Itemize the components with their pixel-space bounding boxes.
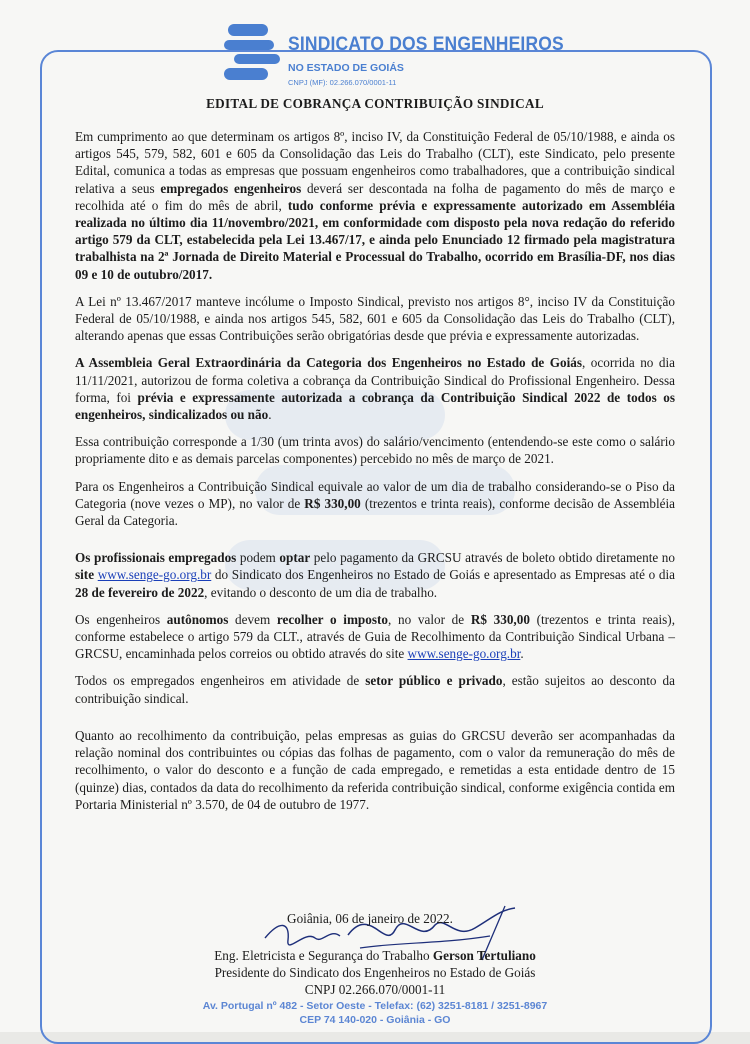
signature-block: [0, 910, 750, 998]
footer-cep: CEP 74 140-020 - Goiânia - GO: [299, 1014, 451, 1026]
signer-name: Gerson Tertuliano: [432, 948, 536, 963]
paragraph-4: Essa contribuição corresponde a 1/30 (um trinta avos) do salário/vencimento (entendendo-se este como o salário propriamente dito e as demais parcelas componentes) percebido no mês de março de 2021.: [75, 434, 675, 467]
paragraph-6: Os profissionais empregados podem optar pelo pagamento da GRCSU através de boleto obtido diretamente no site www.senge-go.org.br do Sindicato dos Engenheiros no Estado de Goiás e apresentado as Empresas até o dia 28 de fevereiro de 2022, evitando o desconto de um dia de trabalho.: [75, 550, 675, 600]
letterhead: [222, 22, 564, 92]
footer-address: Av. Portugal nº 482 - Setor Oeste - Telefax: (62) 3251-8181 / 3251-8967: [202, 1000, 548, 1012]
paragraph-9: Quanto ao recolhimento da contribuição, pelas empresas as guias do GRCSU deverão ser acompanhadas da relação nominal dos contribuintes ou cópias das folhas de pagamento, com o valor da remuneração do mês de recolhimento, o valor do desconto e a função de cada empregado, e remetidas a esta entidade dentro de 15 (quinze) dias, contados da data do recolhimento da referida contribuição sindical, conforme exigência contida em Portaria Ministerial nº 3.570, de 04 de outubro de 1977.: [75, 727, 675, 812]
paragraph-7: Os engenheiros autônomos devem recolher o imposto, no valor de R$ 330,00 (trezentos e trinta reais), conforme estabelece o artigo 579 da CLT., através de Guia de Recolhimento da Contribuição Sindical Urbana – GRCSU, encaminhada pelos correios ou obtido através do site www.senge-go.org.br.: [75, 611, 675, 662]
paragraph-3: A Assembleia Geral Extraordinária da Categoria dos Engenheiros no Estado de Goiás, ocorrida no dia 11/11/2021, autorizou de forma coletiva a cobrança da Contribuição Sindical do Profissional Engenheiro. Dessa forma, foi prévia e expressamente autorizada a cobrança da Contribuição Sindical 2022 de todos os engenheiros, sindicalizados ou não.: [75, 355, 675, 423]
paragraph-1: Em cumprimento ao que determinam os artigos 8º, inciso IV, da Constituição Federal de 05/10/1988, e ainda os artigos 545, 579, 582, 601 e 605 da Consolidação das Leis do Trabalho (CLT), este Sindicato, pelo presente Edital, comunica a todas as empresas que possuam engenheiros como trabalhadores, que a contribuição sindical relativa a seus empregados engenheiros deverá ser descontada na folha de pagamento do mês de março e recolhida até o fim do mês de abril, tudo conforme prévia e expressamente autorizado em Assembléia realizada no último dia 11/novembro/2021, em conformidade com disposto pela nova redação do referido artigo 579 da CLT, estabelecida pela Lei 13.467/17, e ainda pelo Enunciado 12 firmado pela magistratura trabalhista na 2ª Jornada de Direito Material e Processual do Trabalho, ocorrido em Brasília-DF, nos dias 09 e 10 de outubro/2017.: [75, 129, 675, 282]
signature-date: Goiânia, 06 de janeiro de 2022.: [287, 911, 453, 926]
signer-position: Presidente do Sindicato dos Engenheiros no Estado de Goiás: [214, 965, 536, 980]
site-link[interactable]: www.senge-go.org.br: [407, 646, 521, 662]
signer-line: Eng. Eletricista e Segurança do Trabalho Gerson Tertuliano: [214, 948, 536, 963]
signer-cnpj: CNPJ 02.266.070/0001-11: [304, 982, 446, 997]
document-body: [75, 128, 675, 823]
footer: [0, 999, 750, 1027]
site-link[interactable]: www.senge-go.org.br: [97, 567, 212, 583]
paragraph-8: Todos os empregados engenheiros em atividade de setor público e privado, estão sujeitos ao desconto da contribuição sindical.: [75, 673, 675, 706]
paragraph-5: Para os Engenheiros a Contribuição Sindical equivale ao valor de um dia de trabalho considerando-se o Piso da Categoria (nove vezes o MP), no valor de R$ 330,00 (trezentos e trinta reais), conforme decisão de Assembléia Geral da Categoria.: [75, 478, 675, 529]
document-title: EDITAL DE COBRANÇA CONTRIBUIÇÃO SINDICAL: [206, 96, 544, 111]
paragraph-2: A Lei nº 13.467/2017 manteve incólume o Imposto Sindical, previsto nos artigos 8°, inciso IV da Constituição Federal de 05/10/1988, e ainda nos artigos 545, 582, 601 e 605 da Consolidação das Leis do Trabalho (CLT), alterando apenas que essas Contribuições serão obrigatórias desde que prévia e expressamente autorizadas.: [75, 293, 675, 344]
org-name: SINDICATO DOS ENGENHEIROS: [288, 34, 564, 55]
senge-logo-icon: [222, 22, 282, 88]
org-cnpj: CNPJ (MF): 02.266.070/0001-11: [288, 78, 397, 87]
org-state: NO ESTADO DE GOIÁS: [288, 62, 404, 74]
